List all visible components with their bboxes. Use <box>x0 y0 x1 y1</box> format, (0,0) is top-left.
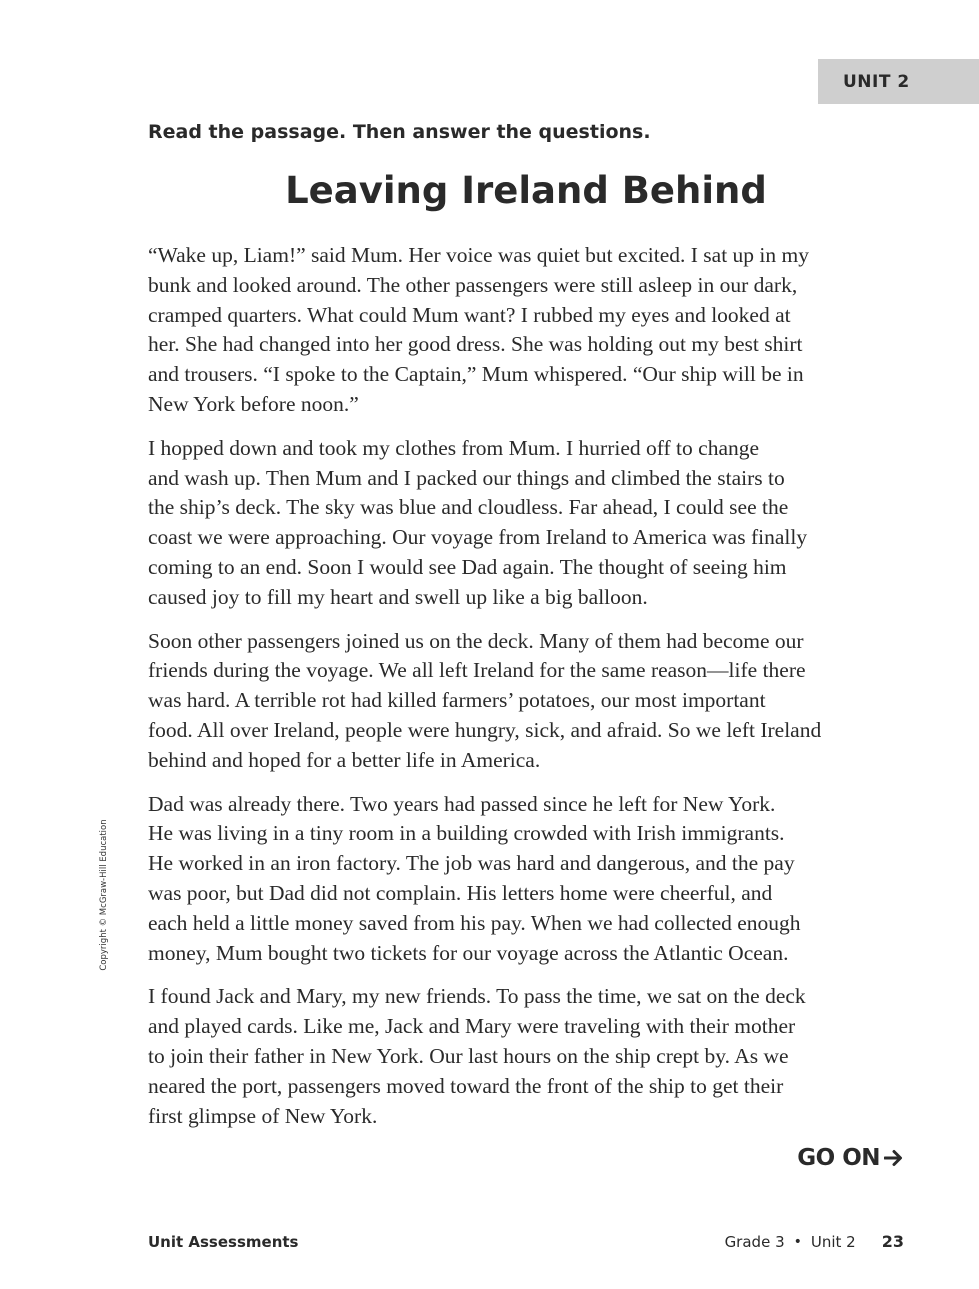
paragraph-2 <box>148 434 918 613</box>
passage-line: money, Mum bought two tickets for our voyage across the Atlantic Ocean. <box>148 940 789 965</box>
unit-tab-label: UNIT 2 <box>843 71 910 92</box>
passage-line: behind and hoped for a better life in America. <box>148 747 541 772</box>
passage-line: “Wake up, Liam!” said Mum. Her voice was quiet but excited. I sat up in my <box>148 243 809 267</box>
passage-line: coast we were approaching. Our voyage from Ireland to America was finally <box>148 525 808 550</box>
footer-page-info <box>725 1232 904 1251</box>
passage-line: I hopped down and took my clothes from Mum. I hurried off to change <box>148 435 760 460</box>
passage-line: and wash up. Then Mum and I packed our things and climbed the stairs to <box>148 465 785 490</box>
passage-line: He worked in an iron factory. The job was hard and dangerous, and the pay <box>148 851 795 876</box>
footer-separator: • <box>793 1233 802 1250</box>
copyright-notice: Copyright © McGraw-Hill Education <box>99 819 109 971</box>
passage-line: her. She had changed into her good dress. She was holding out my best shirt <box>148 332 803 357</box>
paragraph-3 <box>148 627 918 776</box>
passage-line: neared the port, passengers moved toward the front of the ship to get their <box>148 1073 784 1098</box>
paragraph-5 <box>148 982 918 1131</box>
footer-book-title: Unit Assessments <box>148 1233 299 1251</box>
passage-line: friends during the voyage. We all left Ireland for the same reason—life there <box>148 658 806 683</box>
passage-line: the ship’s deck. The sky was blue and cloudless. Far ahead, I could see the <box>148 495 789 520</box>
passage-line: caused joy to fill my heart and swell up like a big balloon. <box>148 584 648 609</box>
passage-line: Dad was already there. Two years had passed since he left for New York. <box>148 791 776 816</box>
footer-unit: Unit 2 <box>810 1232 856 1251</box>
paragraph-1 <box>148 241 918 420</box>
passage-line: and trousers. “I spoke to the Captain,” Mum whispered. “Our ship will be in <box>148 362 804 387</box>
passage-title: Leaving Ireland Behind <box>285 169 767 212</box>
arrow-right-icon <box>884 1149 904 1167</box>
footer-grade: Grade 3 <box>724 1232 785 1251</box>
go-on-indicator <box>797 1145 904 1171</box>
passage-line: was hard. A terrible rot had killed farmers’ potatoes, our most important <box>148 688 766 713</box>
passage-line: to join their father in New York. Our last hours on the ship crept by. As we <box>148 1043 789 1068</box>
passage-line: each held a little money saved from his pay. When we had collected enough <box>148 910 801 935</box>
instructions: Read the passage. Then answer the questions. <box>148 121 651 143</box>
passage-line: I found Jack and Mary, my new friends. To pass the time, we sat on the deck <box>148 984 806 1009</box>
passage-line: Soon other passengers joined us on the deck. Many of them had become our <box>148 628 804 653</box>
passage-line: bunk and looked around. The other passengers were still asleep in our dark, <box>148 272 798 297</box>
passage-line: coming to an end. Soon I would see Dad again. The thought of seeing him <box>148 554 787 579</box>
passage-line: food. All over Ireland, people were hungry, sick, and afraid. So we left Ireland <box>148 717 822 742</box>
passage-line: and played cards. Like me, Jack and Mary were traveling with their mother <box>148 1014 796 1039</box>
passage-line: He was living in a tiny room in a building crowded with Irish immigrants. <box>148 821 785 846</box>
unit-tab <box>818 59 979 104</box>
paragraph-4 <box>148 790 918 969</box>
page-number: 23 <box>881 1232 904 1251</box>
passage-line: cramped quarters. What could Mum want? I rubbed my eyes and looked at <box>148 302 791 327</box>
passage-line: New York before noon.” <box>148 391 359 416</box>
go-on-label: GO ON <box>797 1145 880 1171</box>
passage-line: was poor, but Dad did not complain. His letters home were cheerful, and <box>148 880 773 905</box>
passage-line: first glimpse of New York. <box>148 1103 378 1128</box>
passage <box>148 241 918 1145</box>
